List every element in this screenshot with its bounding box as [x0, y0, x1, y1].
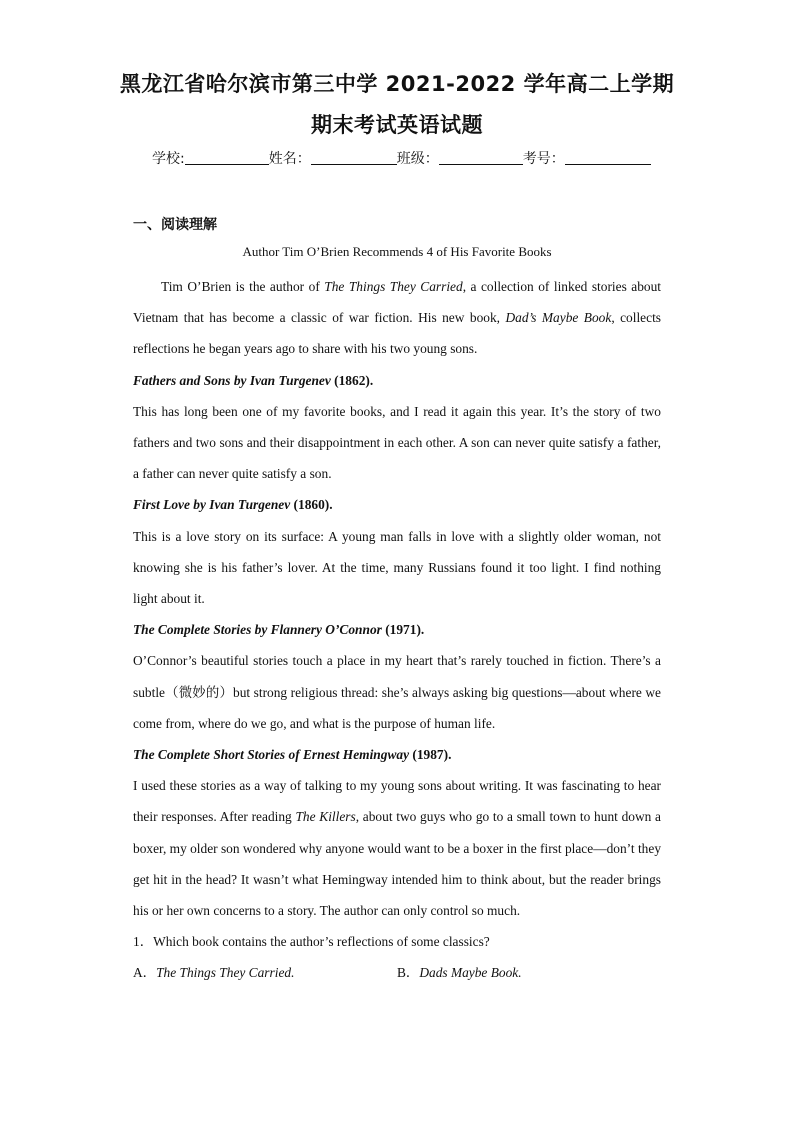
option-b-text: Dads Maybe Book. [419, 965, 522, 981]
option-a-label: A． [133, 965, 157, 981]
book-heading [133, 365, 661, 396]
name-label: 姓名： [268, 151, 311, 167]
number-blank[interactable] [565, 150, 651, 165]
number-label: 考号： [522, 151, 565, 167]
exam-title-line2: 期末考试英语试题 [311, 113, 483, 137]
book-description: This has long been one of my favorite books, and I read it again this year. It’s the story of two fathers and two sons and their disappointment in each other. A son can never quite satisfy a father, a father can never quite satisfy a son. [133, 403, 661, 482]
book-heading-year: (1862). [330, 372, 374, 388]
class-label: 班级： [396, 151, 439, 167]
book-description [133, 770, 661, 926]
book-heading-year: (1860). [290, 497, 333, 513]
passage-body [133, 271, 661, 989]
intro-text-2: , a collection of linked stories about Vietnam that has become a classic of war fiction. His new book, [133, 279, 662, 326]
book-heading-year: (1987). [409, 747, 452, 763]
book-heading [133, 489, 661, 520]
student-info-row [152, 148, 651, 168]
book-description-text-1: I used these stories as a way of talking to my young sons about writing. It was fascinating to hear their responses. After reading [133, 778, 661, 825]
passage-intro [133, 271, 661, 365]
section-heading: 一、阅读理解 [133, 217, 217, 233]
class-blank[interactable] [439, 150, 523, 165]
intro-book-title-1: The Things They Carried [324, 279, 463, 294]
name-blank[interactable] [311, 150, 397, 165]
school-blank[interactable] [185, 150, 269, 165]
option-b[interactable] [397, 957, 661, 988]
option-a-text: The Things They Carried. [156, 965, 295, 981]
intro-book-title-2: Dad’s Maybe Book [505, 310, 612, 326]
book-heading-year: (1971). [381, 622, 425, 638]
passage-title: Author Tim O’Brien Recommends 4 of His Favorite Books [242, 244, 552, 259]
option-b-label: B． [397, 965, 420, 981]
intro-text-1: Tim O’Brien is the author of [161, 279, 325, 294]
book-description: O’Connor’s beautiful stories touch a place in my heart that’s rarely touched in fiction. There’s a subtle（微妙的）but strong religious thread: she’s always asking big questions—about where we come from, where do we go, and what is the purpose of human life. [133, 653, 661, 731]
option-a[interactable] [133, 957, 397, 988]
school-label: 学校: [152, 151, 185, 167]
book-heading-title: The Complete Stories by Flannery O’Connor [133, 622, 382, 638]
book-heading-title: First Love by Ivan Turgenev [133, 497, 291, 513]
book-description: This is a love story on its surface: A young man falls in love with a slightly older woman, not knowing she is his father’s lover. At the time, many Russians found it too light. I find nothing light about it. [133, 528, 661, 607]
book-heading-title: The Complete Short Stories of Ernest Hemingway [133, 747, 410, 763]
question-1-stem: 1．Which book contains the author’s reflections of some classics? [133, 934, 490, 950]
intro-text-3: , collects reflections he began years ago to share with his two young sons. [133, 310, 662, 357]
question-1-options [133, 957, 661, 988]
book-description-text-2: , about two guys who go to a small town to hunt down a boxer, my older son wondered why anyone would want to be a boxer in the first place—don’t they get hit in the head? It wasn’t what Hemingway intended him to think about, but the reader brings his or her own concerns to a story. The author can only control so much. [133, 809, 662, 919]
exam-title-line1: 黑龙江省哈尔滨市第三中学 2021-2022 学年高二上学期 [119, 72, 675, 96]
book-heading [133, 739, 661, 770]
book-heading [133, 614, 661, 645]
book-description-title: The Killers [295, 809, 356, 825]
book-heading-title: Fathers and Sons by Ivan Turgenev [133, 372, 331, 388]
